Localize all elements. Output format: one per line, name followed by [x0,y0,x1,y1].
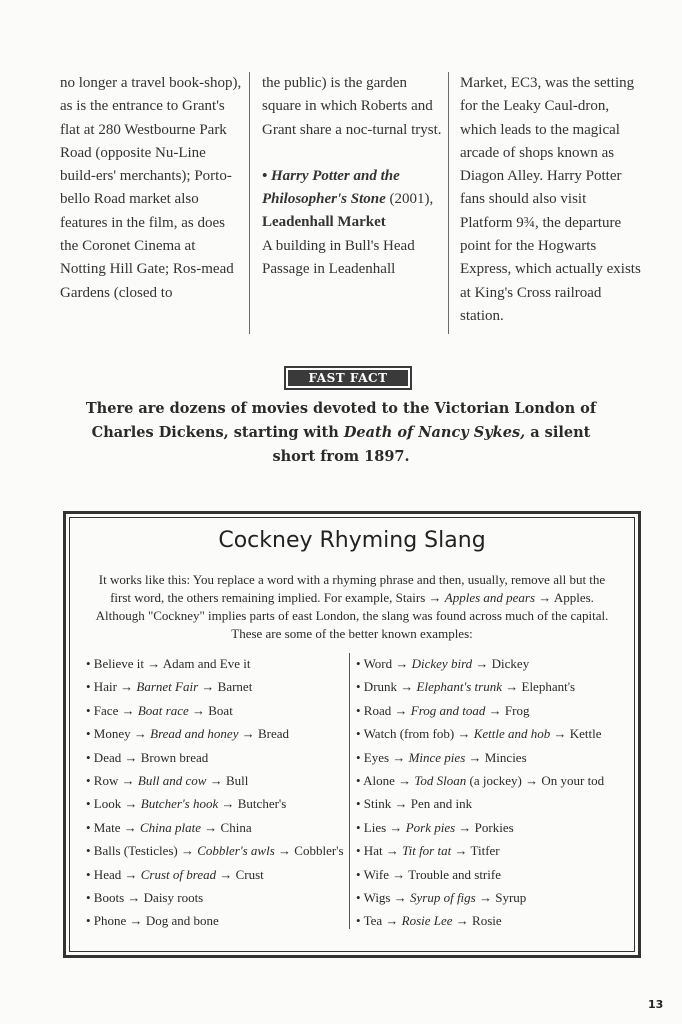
slang-word: • Alone → [356,772,415,788]
slang-entry [86,746,346,769]
slang-phrase: Syrup of figs [410,889,476,905]
slang-result: → Bread [238,726,290,742]
page-number: 13 [648,998,664,1011]
slang-word: • Stink → [356,796,411,812]
slang-intro-example: Apples and pears [444,590,536,605]
slang-word: • Tea → [356,913,402,929]
slang-entry [356,746,616,769]
slang-entry [86,769,346,792]
slang-word: • Row → [86,772,138,788]
slang-result: Dog and bone [145,913,219,929]
slang-entry [86,699,346,722]
slang-result: Pen and ink [410,796,473,812]
slang-entry [356,769,616,792]
slang-entry [356,652,616,675]
slang-word: • Boots → [86,889,144,905]
slang-result: → Butcher's [218,796,287,812]
slang-phrase: Pork pies [405,819,456,835]
film-location: Leadenhall Market [262,214,386,231]
film-description: A building in Bull's Head Passage in Leadenhall [262,237,415,278]
slang-phrase: Cobbler's awls [197,843,275,859]
slang-result: → Boat [188,702,233,718]
slang-result: → Titfer [451,843,500,859]
slang-list-divider [349,653,350,929]
slang-intro-part-2: → Apples. Although "Cockney" implies parts of east London, the slang was found across much of the capital. These are some of the better known examples: [95,590,609,641]
column-1-text: no longer a travel book-shop), as is the entrance to Grant's flat at 280 Westbourne Park Road (opposite Nu-Line build-ers' merchants); Porto-bello Road market also features in the film, as does the Coronet Cinema at Notting Hill Gate; Ros-mead Gardens (closed to [60,75,242,301]
slang-result: Daisy roots [143,889,204,905]
slang-phrase: Frog and toad [410,702,486,718]
slang-result: Trouble and strife [408,866,501,882]
slang-entry [356,886,616,909]
slang-phrase: Dickey bird [411,656,473,671]
slang-result: → Kettle [550,726,602,742]
slang-phrase: Barnet Fair [136,679,199,695]
slang-entry [356,792,616,815]
column-2 [262,72,444,281]
slang-box-intro [95,571,609,643]
slang-result: → Cobbler's [274,843,344,859]
slang-result: → Dickey [472,656,530,671]
slang-entry [86,839,346,862]
slang-entry [86,909,346,932]
slang-word: • Phone → [86,913,146,929]
slang-word: • Face → [86,702,138,718]
column-divider [448,72,449,334]
slang-phrase: Crust of bread [140,866,217,882]
article-columns [60,72,644,334]
slang-result: → Porkies [455,819,514,835]
slang-word: • Hat → [356,843,403,859]
slang-result: → Bull [206,772,249,788]
film-year: (2001), [389,191,434,208]
slang-word: • Believe it → [86,656,163,671]
slang-phrase: Bull and cow [137,772,207,788]
slang-word: • Drunk → [356,679,417,695]
slang-phrase: Elephant's trunk [416,679,502,695]
slang-word: • Eyes → [356,749,409,765]
film-entry [262,165,444,281]
slang-entry [356,816,616,839]
slang-word: • Hair → [86,679,137,695]
column-3 [460,72,642,328]
slang-phrase: Mince pies [408,749,466,765]
slang-entry [86,863,346,886]
slang-word: • Money → [86,726,151,742]
slang-word: • Head → [86,866,141,882]
column-1 [60,72,242,305]
film-title: • Harry Potter and the Philosopher's Stone [262,167,400,208]
slang-phrase: Bread and honey [150,726,239,742]
slang-result: → Crust [216,866,264,882]
column-divider [249,72,250,334]
slang-entry [86,675,346,698]
slang-result: → Elephant's [502,679,576,695]
slang-phrase: Boat race [137,702,189,718]
slang-entry [356,909,616,932]
fast-fact-label: FAST FACT [284,366,412,390]
slang-list-right [356,652,616,933]
slang-entry [86,722,346,745]
slang-word: • Lies → [356,819,406,835]
fast-fact-text [80,397,602,469]
slang-result: Adam and Eve it [162,656,251,671]
slang-box-title: Cockney Rhyming Slang [218,528,486,553]
slang-entry [356,699,616,722]
slang-entry [356,839,616,862]
slang-entry [86,652,346,675]
slang-entry [356,675,616,698]
slang-word: • Word → [356,656,412,671]
slang-result: → Syrup [475,889,527,905]
fast-fact-text-after: a silent short from 1897. [272,424,591,465]
slang-result: → Mincies [465,749,527,765]
column-3-text: Market, EC3, was the setting for the Leaky Caul-dron, which leads to the magical arcade of shops known as Diagon Alley. Harry Potter fans should also visit Platform 9¾, the departure point for the Hogwarts Express, which actually exists at King's Cross railroad station. [460,75,641,324]
slang-result: Brown bread [140,749,209,765]
slang-result: → Frog [485,702,530,718]
slang-word: • Watch (from fob) → [356,726,474,742]
slang-phrase: China plate [140,819,202,835]
slang-entry [86,816,346,839]
slang-word: • Balls (Testicles) → [86,843,198,859]
fast-fact-text-before: There are dozens of movies devoted to the Victorian London of Charles Dickens, starting with [85,400,597,441]
slang-word: • Mate → [86,819,141,835]
slang-result: → China [201,819,252,835]
slang-intro-part-1: It works like this: You replace a word with a rhyming phrase and then, usually, remove all but the first word, the others remaining implied. For example, Stairs → [98,572,606,605]
slang-phrase: Tit for tat [402,843,452,859]
slang-phrase: Rosie Lee [401,913,453,929]
slang-phrase: Tod Sloan [414,772,467,788]
fast-fact-film-title: Death of Nancy Sykes, [343,424,526,441]
slang-entry [86,792,346,815]
slang-result: → Barnet [198,679,253,695]
column-2-intro: the public) is the garden square in which Roberts and Grant share a noc-turnal tryst. [262,75,442,138]
slang-word: • Dead → [86,749,141,765]
slang-word: • Road → [356,702,411,718]
slang-phrase: Butcher's hook [140,796,219,812]
slang-word: • Look → [86,796,141,812]
slang-phrase: Kettle and hob [473,726,551,742]
slang-list-left [86,652,346,933]
slang-entry [356,863,616,886]
slang-result: (a jockey) → On your tod [466,772,605,788]
slang-word: • Wife → [356,866,409,882]
slang-word: • Wigs → [356,889,410,905]
slang-entry [86,886,346,909]
slang-result: → Rosie [452,913,502,929]
slang-entry [356,722,616,745]
